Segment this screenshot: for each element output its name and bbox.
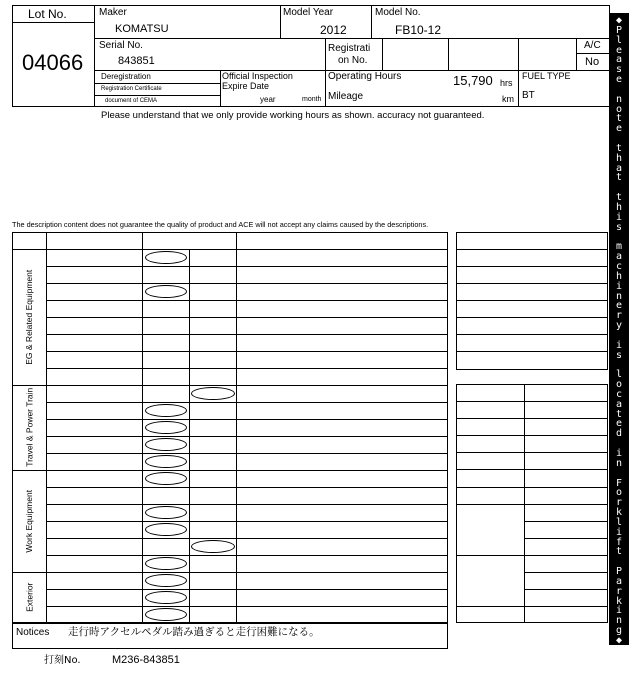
ok-circle <box>145 455 187 468</box>
registration-label-2: on No. <box>338 55 368 66</box>
side-banner-char: r <box>615 585 623 597</box>
side-banner-char: a <box>615 54 623 66</box>
stamp-label: 打刻No. <box>44 655 81 666</box>
side-banner-char: t <box>615 546 623 558</box>
side-banner-char: i <box>615 448 623 460</box>
side-banner-char: c <box>615 261 623 273</box>
serial-value: 843851 <box>118 55 155 67</box>
working-hours-notice: Please understand that we only provide working hours as shown. accuracy not guaranteed. <box>101 110 485 121</box>
fuel-type-label: FUEL TYPE <box>522 71 571 81</box>
side-banner-char: l <box>615 516 623 528</box>
side-banner-char: a <box>615 251 623 263</box>
side-banner-char: n <box>615 615 623 627</box>
operating-hours-label: Operating Hours <box>328 71 402 82</box>
ac-value: No <box>585 56 600 68</box>
maker-value: KOMATSU <box>115 23 169 35</box>
ok-circle <box>145 591 187 604</box>
side-banner-char: o <box>615 103 623 115</box>
side-banner-char: y <box>615 320 623 332</box>
ok-circle <box>145 523 187 536</box>
inspection-label-2: Expire Date <box>222 81 270 91</box>
ok-circle <box>145 285 187 298</box>
side-banner-char: e <box>615 44 623 56</box>
side-banner-char: i <box>615 280 623 292</box>
side-banner-char: k <box>615 595 623 607</box>
side-banner-char: a <box>615 575 623 587</box>
side-banner-char: s <box>615 349 623 361</box>
side-banner-char: h <box>615 201 623 213</box>
notices-text: 走行時アクセルペダル踏み過ぎると走行困難になる。 <box>68 626 320 638</box>
side-banner-char: h <box>615 152 623 164</box>
side-banner-char: r <box>615 497 623 509</box>
side-banner-char: r <box>615 310 623 322</box>
disclaimer: The description content does not guarantee the quality of product and ACE will not accept any claims caused by the descriptions. <box>12 220 429 229</box>
side-banner-char: i <box>615 526 623 538</box>
month-label: month <box>302 96 322 103</box>
ok-circle <box>145 506 187 519</box>
side-banner <box>609 13 629 645</box>
ok-circle <box>145 404 187 417</box>
side-banner-char: n <box>615 93 623 105</box>
side-banner-char: P <box>615 566 623 578</box>
side-banner-char: s <box>615 221 623 233</box>
side-banner-char: l <box>615 369 623 381</box>
serial-label: Serial No. <box>99 40 143 51</box>
ac-label: A/C <box>584 40 601 51</box>
ok-circle <box>145 608 187 621</box>
group-label: Work Equipment <box>23 489 34 553</box>
cema-label: document of CEMA <box>105 98 158 104</box>
side-banner-char: e <box>615 418 623 430</box>
side-banner-char: o <box>615 487 623 499</box>
side-banner-char: o <box>615 379 623 391</box>
poor-circle <box>191 540 235 553</box>
inspection-label: Official Inspection <box>222 71 293 81</box>
side-banner-char: c <box>615 388 623 400</box>
registration-certificate-label: Registration Certificate <box>101 86 162 92</box>
ok-circle <box>145 472 187 485</box>
fuel-type-value: BT <box>522 90 535 101</box>
side-banner-char: k <box>615 507 623 519</box>
side-banner-char: d <box>615 428 623 440</box>
condition-table <box>12 232 448 623</box>
side-banner-char: m <box>615 241 623 253</box>
ok-circle <box>145 251 187 264</box>
side-banner-char: ◆ <box>615 635 623 646</box>
side-banner-char: P <box>615 24 623 36</box>
group-label: Exterior <box>23 582 34 612</box>
side-banner-char: g <box>615 625 623 637</box>
side-banner-char: i <box>615 211 623 223</box>
side-banner-char: f <box>615 536 623 548</box>
side-banner-char: F <box>615 477 623 489</box>
stamp-value: M236-843851 <box>112 654 180 666</box>
group-label: Travel & Power Train <box>23 387 34 467</box>
model-no-value: FB10-12 <box>395 23 442 37</box>
side-banner-char: t <box>615 172 623 184</box>
notices-label: Notices <box>16 627 50 638</box>
ok-circle <box>145 557 187 570</box>
lot-label: Lot No. <box>28 7 67 21</box>
model-no-label: Model No. <box>375 7 421 18</box>
side-banner-char: t <box>615 142 623 154</box>
side-banner-char: e <box>615 74 623 86</box>
side-banner-char: ◆ <box>615 15 623 26</box>
model-year-label: Model Year <box>283 7 334 18</box>
side-banner-char: n <box>615 290 623 302</box>
side-banner-char: t <box>615 192 623 204</box>
side-banner-char: i <box>615 339 623 351</box>
ok-circle <box>145 438 187 451</box>
side-banner-char: t <box>615 113 623 125</box>
side-banner-char: n <box>615 457 623 469</box>
side-banner-char: h <box>615 270 623 282</box>
side-banner-char: t <box>615 408 623 420</box>
km-label: km <box>502 94 514 104</box>
ok-circle <box>145 421 187 434</box>
side-banner-char: a <box>615 162 623 174</box>
poor-circle <box>191 387 235 400</box>
year-label: year <box>260 95 276 104</box>
maker-label: Maker <box>99 7 127 18</box>
remarks-side-table <box>456 232 608 370</box>
side-banner-char: i <box>615 605 623 617</box>
side-banner-char: s <box>615 64 623 76</box>
side-banner-char: a <box>615 398 623 410</box>
model-year-value: 2012 <box>320 23 347 37</box>
operating-hours-value: 15,790 <box>453 73 493 88</box>
mileage-label: Mileage <box>328 91 364 102</box>
group-label: EG & Related Equipment <box>23 269 34 365</box>
lot-number: 04066 <box>22 50 84 75</box>
deregistration-label: Deregistration <box>101 72 151 81</box>
hrs-label: hrs <box>500 78 513 88</box>
side-banner-char: e <box>615 123 623 135</box>
ok-circle <box>145 574 187 587</box>
registration-label: Registrati <box>328 43 371 54</box>
side-banner-char: e <box>615 300 623 312</box>
side-banner-char: l <box>615 34 623 46</box>
